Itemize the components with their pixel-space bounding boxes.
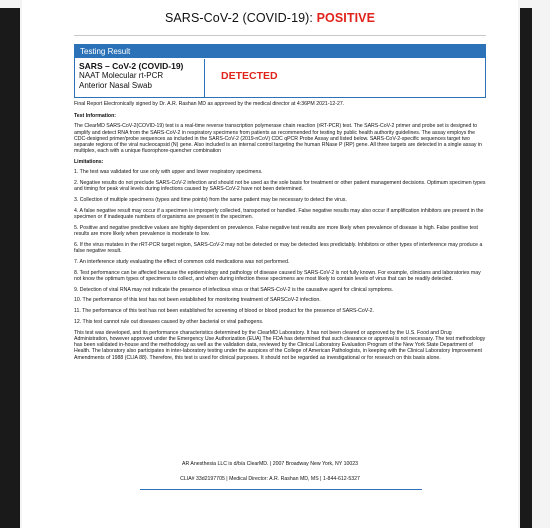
limitation-item: 6. If the virus mutates in the rRT-PCR target region, SARS-CoV-2 may not be detected or may be detected less predictably. Inhibitors or other types of interference may produce a false negative result. xyxy=(74,241,483,255)
limitation-item: 3. Collection of multiple specimens (types and time points) from the same patient may be necessary to detect the virus. xyxy=(74,197,347,204)
test-method: NAAT Molecular rt-PCR xyxy=(79,71,164,80)
limitation-item: 1. The test was validated for use only with upper and lower respiratory specimens. xyxy=(74,169,263,176)
footer-clia: CLIA# 33d2197705 | Medical Director: A.R. Rashan MD, MS | 1-844-612-5327 xyxy=(180,476,360,482)
testing-result-header: Testing Result xyxy=(75,45,485,58)
right-dark-border xyxy=(520,8,532,528)
final-report-note: Final Report Electronically signed by Dr. A.R. Rashan MD as approved by the medical director at 4:36PM 2021-12-27. xyxy=(74,101,345,107)
result-outcome: DETECTED xyxy=(221,70,278,82)
limitation-item: 2. Negative results do not preclude SARS-CoV-2 infection and should not be used as the sole basis for treatment or other patient management decisions. Optimum specimen types and timing for peak viral levels during infections caused by SARS-CoV-2 have not been determined. xyxy=(74,180,486,193)
footer-divider xyxy=(140,489,422,490)
limitation-item: 9. Detection of viral RNA may not indicate the presence of infectious virus or that SARS-CoV-2 is the causative agent for clinical symptoms. xyxy=(74,286,394,293)
limitation-item: 5. Positive and negative predictive values are highly dependent on prevalence. False negative test results are more likely when prevalence of disease is high. False positive test results are more likely when prevalence is moderate to low. xyxy=(74,224,478,238)
testing-result-body xyxy=(75,59,485,97)
specimen-type: Anterior Nasal Swab xyxy=(79,81,152,90)
limitation-item: 11. The performance of this test has not been established for screening of blood or blood product for the presence of SARS-CoV-2. xyxy=(74,308,374,315)
limitation-item: 4. A false negative result may occur if a specimen is improperly collected, transported or handled. False negative results may also occur if amplification inhibitors are present in the specimen or if inadequate numbers of organisms are present in the specimen. xyxy=(74,207,484,221)
report-page xyxy=(22,0,518,528)
disclaimer-text: This test was developed, and its performance characteristics determined by the ClearMD Laboratory. It has not been cleared or approved by the U.S. Food and Drug Administration, however approved under the Emergency Use Authorization (EUA) The FDA has determined that such clearance or approval is not necessary. The test methodology has been validated in-house and the methodology as well as the validation data, reviewed by the Clinical Laboratory Evaluation Program of the New York State Department of Health. The laboratory also participates in inter-laboratory testing under the auspices of the College of American Pathologists, in keeping with the Clinical Laboratory Improvement Amendments of 1988 (CLIA 88). Therefore, this test is used for clinical purposes. It should not be regarded as investigational or for research on this basis alone. xyxy=(74,329,486,361)
title-divider xyxy=(74,35,486,36)
status-positive: POSITIVE xyxy=(316,11,376,25)
left-dark-border xyxy=(0,8,20,528)
test-details xyxy=(75,59,205,97)
test-name: SARS – CoV-2 (COVID-19) xyxy=(79,61,184,71)
limitation-item: 12. This test cannot rule out diseases caused by other bacterial or viral pathogens. xyxy=(74,319,264,325)
testing-result-box xyxy=(74,44,486,98)
report-content xyxy=(74,101,486,365)
title-prefix: SARS-CoV-2 (COVID-19): xyxy=(164,11,317,25)
test-information-body: The ClearMD SARS-CoV-2(COVID-19) test is a real-time reverse transcription polymerase chain reaction (rRT-PCR) test. The SARS-CoV-2 primer and probe set is designed to amplify and detect RNA from the SARS-CoV-2 in respiratory specimens from patients as recommended for testing by public health authority guidelines. The assay employs the CDC-designed primer/probe sequences as included in the SARS-CoV-2 (2019-nCoV) CDC qPCR Probe Assay and listed below. SARS-CoV-2-specific sequences target two separate regions of the viral nucleocapsid (N) gene. Also included is an internal control targeting the human RNase P (RP) gene. All three targets are detected in a single assay in multiplex, each with a unique fluorophore-quencher combination xyxy=(74,123,482,155)
limitation-item: 10. The performance of this test has not been established for monitoring treatment of SARSCoV-2 infection. xyxy=(74,297,321,304)
page-title xyxy=(22,11,518,25)
footer-address: AR Anesthesia LLC is d/b/a ClearMD. | 2007 Broadway New York, NY 10023 xyxy=(182,461,358,467)
limitation-item: 7. An interference study evaluating the effect of common cold medications was not performed. xyxy=(74,258,290,265)
test-information-heading: Test Information: xyxy=(74,113,116,120)
limitation-item: 8. Test performance can be affected because the epidemiology and pathology of disease caused by SARS-CoV-2 is not fully known. For example, clinicians and laboratories may not know the optimum types of specimens to collect, and when during infection these specimens are most likely to contain levels of virus that can be readily detected. xyxy=(74,269,481,282)
limitations-heading: Limitations: xyxy=(74,159,104,166)
